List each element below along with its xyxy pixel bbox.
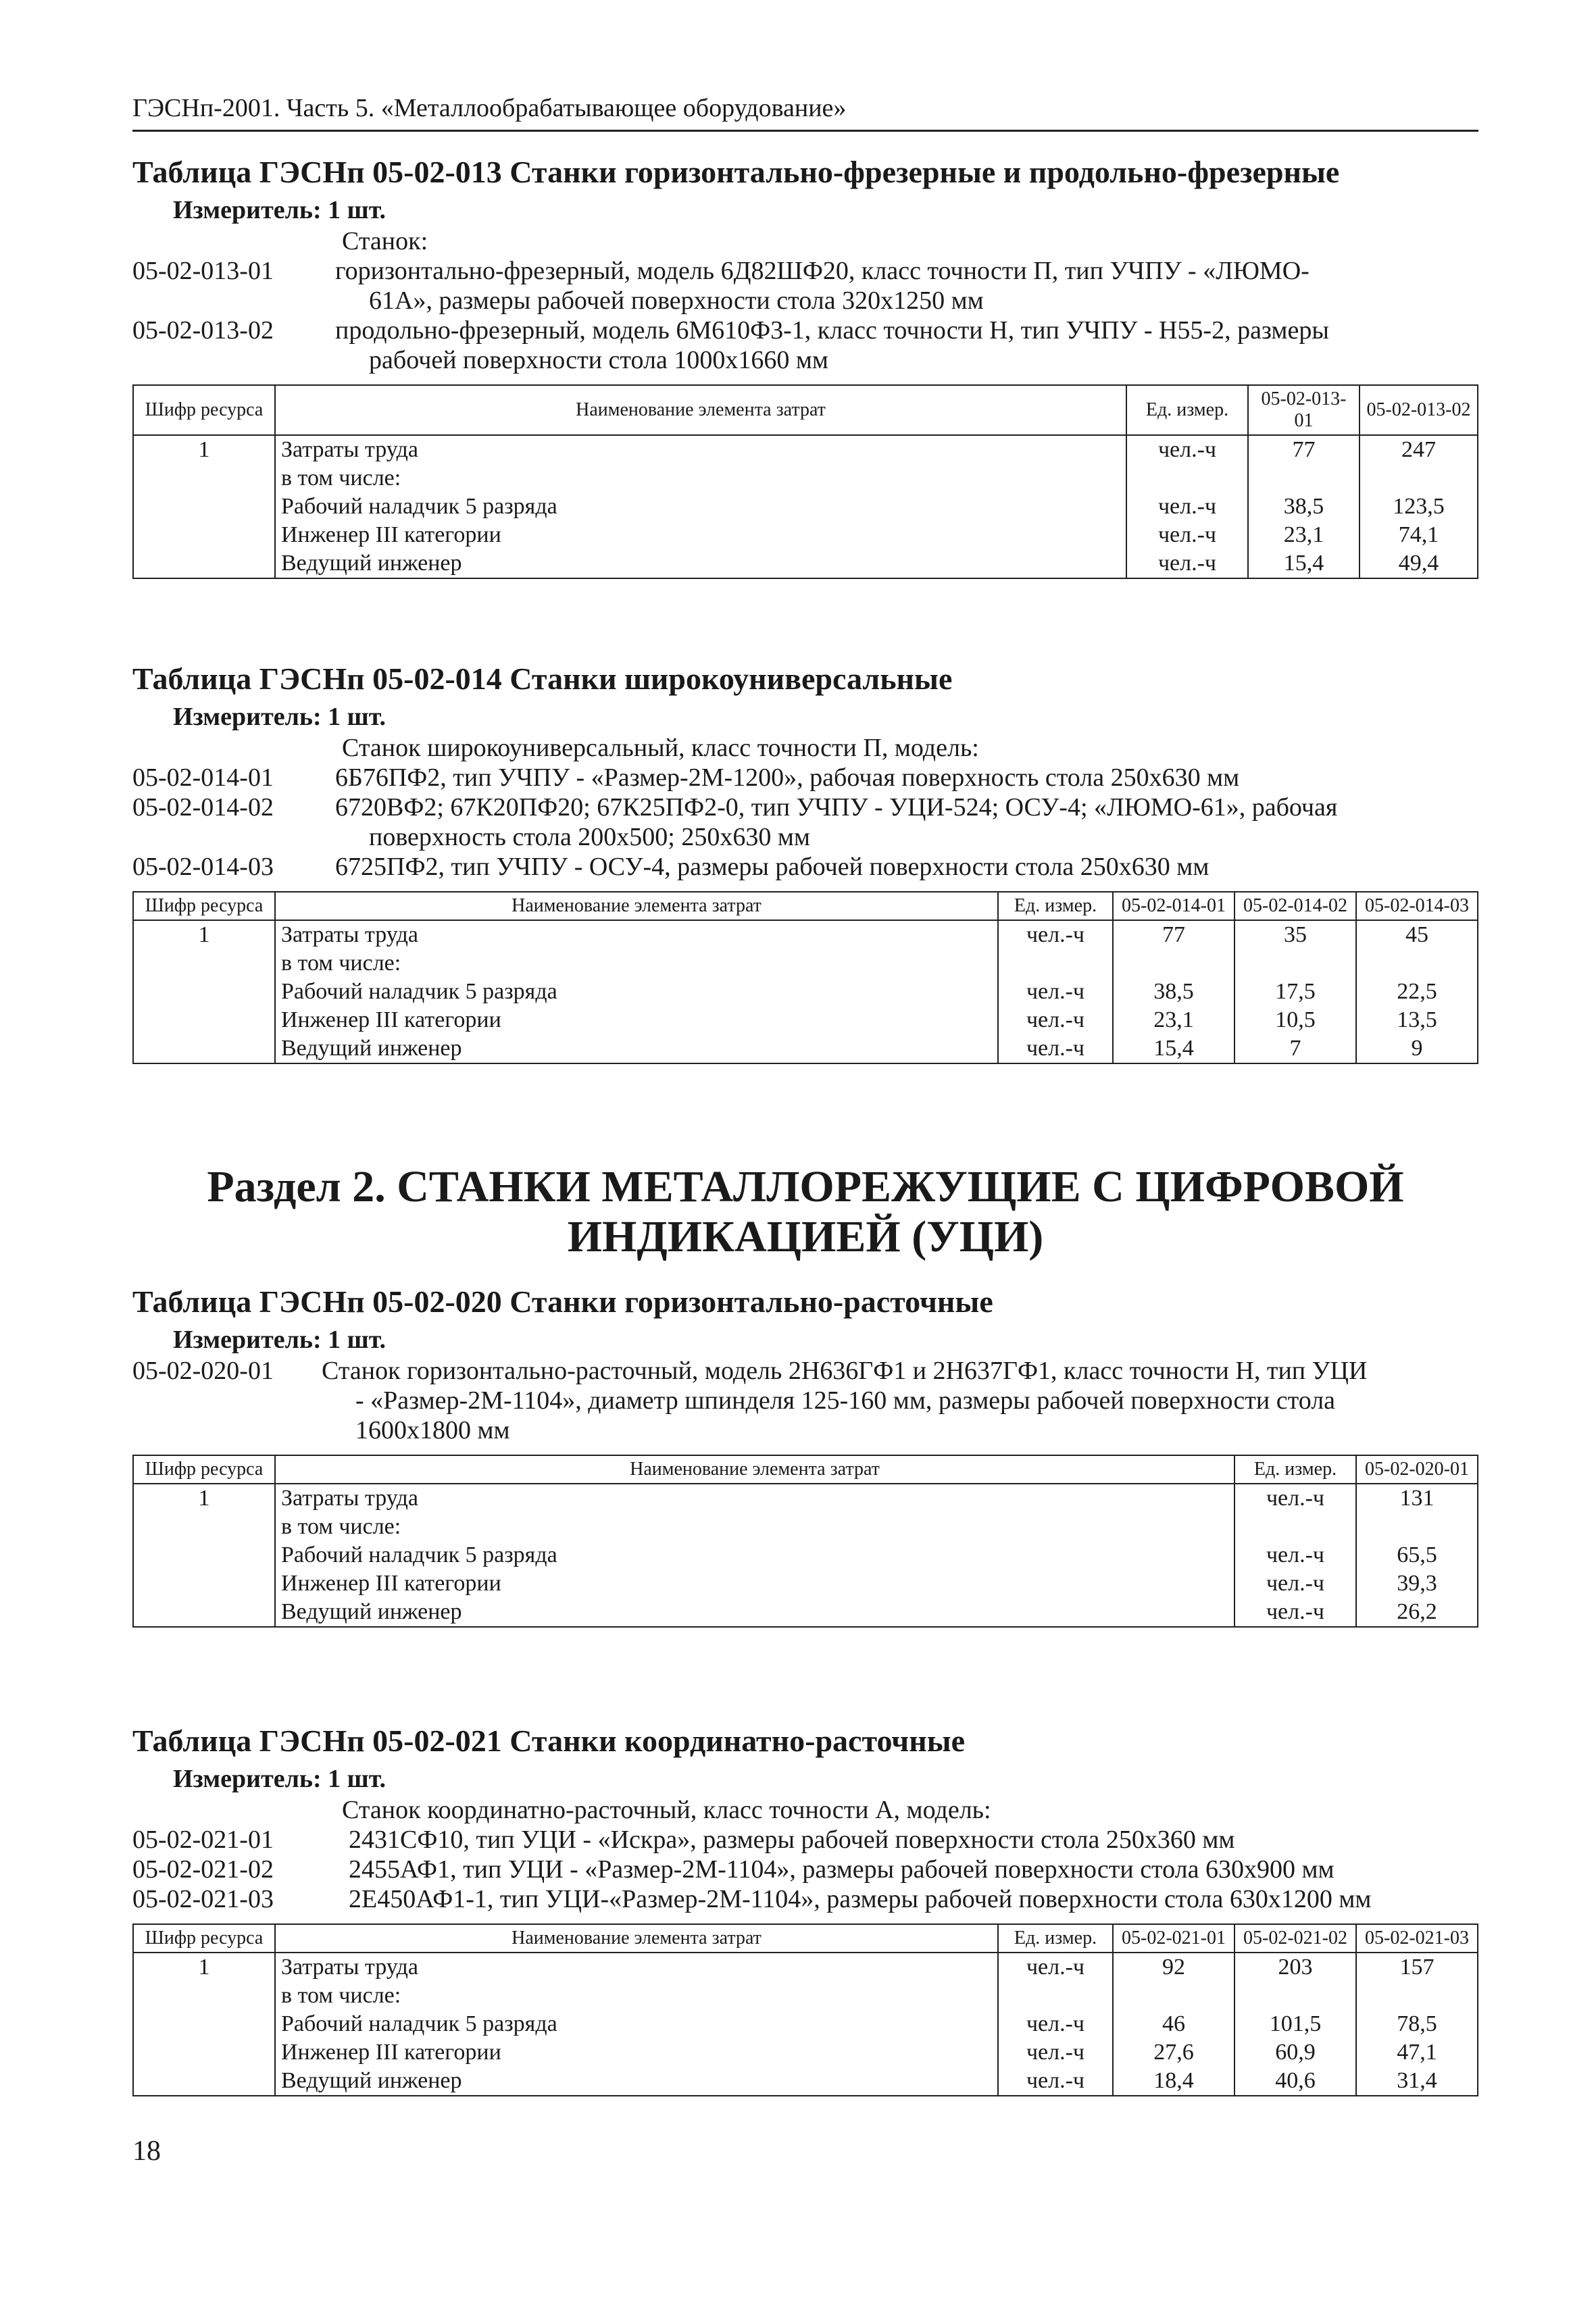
- cell-value: [1248, 464, 1360, 493]
- col-header-norm: 05-02-013-01: [1248, 385, 1360, 435]
- cell-code: [133, 521, 275, 549]
- table-title: Таблица ГЭСНп 05-02-014 Станки широкоуниверсальные: [132, 661, 953, 696]
- col-header-norm: 05-02-013-02: [1360, 385, 1478, 435]
- cell-value: 92: [1113, 1953, 1235, 1982]
- table-header-row: [133, 385, 1478, 435]
- table-title: Таблица ГЭСНп 05-02-013 Станки горизонтально-фрезерные и продольно-фрезерные: [132, 155, 1340, 189]
- col-header-unit: Ед. измер.: [1235, 1455, 1356, 1484]
- resource-table: [132, 891, 1478, 1064]
- table-row: [133, 493, 1478, 521]
- section-heading-line: Раздел 2. СТАНКИ МЕТАЛЛОРЕЖУЩИЕ С ЦИФРОВОЙ: [207, 1162, 1404, 1211]
- col-header-code: Шифр ресурса: [133, 1924, 275, 1953]
- cell-unit: [1126, 464, 1248, 493]
- cell-value: 46: [1113, 2010, 1235, 2038]
- table-row: [133, 920, 1478, 949]
- cell-name: Инженер III категории: [275, 2038, 998, 2067]
- item-line: 6Б76ПФ2, тип УЧПУ - «Размер-2М-1200», рабочая поверхность стола 250х630 мм: [335, 763, 1240, 792]
- cell-value: 27,6: [1113, 2038, 1235, 2067]
- item-line: 2431СФ10, тип УЦИ - «Искра», размеры рабочей поверхности стола 250х360 мм: [349, 1826, 1235, 1854]
- table-header-row: [133, 892, 1478, 920]
- cell-name: Рабочий наладчик 5 разряда: [275, 978, 998, 1006]
- item-code: 05-02-021-03: [132, 1885, 274, 1913]
- cell-code: 1: [133, 435, 275, 464]
- item-text: [335, 763, 1478, 793]
- item-line: продольно-фрезерный, модель 6М610Ф3-1, класс точности Н, тип УЧПУ - Н55-2, размеры: [335, 316, 1329, 345]
- cell-unit: чел.-ч: [998, 978, 1113, 1006]
- cell-value: 247: [1360, 435, 1478, 464]
- cell-value: 17,5: [1235, 978, 1356, 1006]
- cell-unit: чел.-ч: [998, 1953, 1113, 1982]
- cell-name: Ведущий инженер: [275, 1034, 998, 1063]
- item-text: [335, 256, 1478, 316]
- cell-name: Затраты труда: [275, 920, 998, 949]
- table-row: [133, 1598, 1478, 1627]
- col-header-norm: 05-02-021-02: [1235, 1924, 1356, 1953]
- description-item: [132, 316, 1478, 375]
- description-intro: Станок координатно-расточный, класс точности А, модель:: [342, 1796, 991, 1824]
- table-section-013: [132, 154, 1478, 579]
- table-row: [133, 1484, 1478, 1513]
- cell-value: [1235, 1982, 1356, 2010]
- item-code: 05-02-014-01: [132, 763, 274, 792]
- cell-name: в том числе:: [275, 949, 998, 978]
- cell-unit: [998, 1982, 1113, 2010]
- cell-value: 77: [1113, 920, 1235, 949]
- cell-code: [133, 1006, 275, 1034]
- cell-value: 49,4: [1360, 549, 1478, 578]
- cell-unit: [1235, 1513, 1356, 1541]
- col-header-unit: Ед. измер.: [998, 892, 1113, 920]
- cell-code: 1: [133, 1953, 275, 1982]
- col-header-name: Наименование элемента затрат: [275, 1924, 998, 1953]
- cell-value: 39,3: [1356, 1569, 1478, 1598]
- cell-value: 131: [1356, 1484, 1478, 1513]
- cell-code: [133, 464, 275, 493]
- cell-unit: чел.-ч: [998, 2038, 1113, 2067]
- cell-unit: чел.-ч: [1235, 1569, 1356, 1598]
- cell-code: [133, 978, 275, 1006]
- cell-code: [133, 1513, 275, 1541]
- table-row: [133, 1982, 1478, 2010]
- col-header-code: Шифр ресурса: [133, 892, 275, 920]
- description-intro: Станок:: [342, 227, 428, 255]
- table-section-020: [132, 1284, 1478, 1628]
- cell-name: Ведущий инженер: [275, 1598, 1235, 1627]
- col-header-norm: 05-02-021-01: [1113, 1924, 1235, 1953]
- item-line: поверхность стола 200х500; 250х630 мм: [369, 823, 810, 851]
- cell-unit: чел.-ч: [998, 2067, 1113, 2096]
- item-line: 1600х1800 мм: [355, 1416, 510, 1444]
- cell-name: Ведущий инженер: [275, 549, 1126, 578]
- cell-value: 18,4: [1113, 2067, 1235, 2096]
- cell-code: 1: [133, 1484, 275, 1513]
- table-row: [133, 1953, 1478, 1982]
- cell-value: [1235, 949, 1356, 978]
- cell-value: 77: [1248, 435, 1360, 464]
- cell-code: [133, 2010, 275, 2038]
- cell-code: [133, 949, 275, 978]
- table-header-row: [133, 1455, 1478, 1484]
- col-header-unit: Ед. измер.: [998, 1924, 1113, 1953]
- cell-unit: чел.-ч: [1235, 1484, 1356, 1513]
- running-header: ГЭСНп-2001. Часть 5. «Металлообрабатывающее оборудование»: [132, 93, 1478, 132]
- cell-value: [1113, 949, 1235, 978]
- cell-unit: чел.-ч: [998, 1006, 1113, 1034]
- item-code: 05-02-021-01: [132, 1826, 274, 1854]
- col-header-norm: 05-02-014-02: [1235, 892, 1356, 920]
- measure-label: Измеритель: 1 шт.: [173, 196, 386, 224]
- cell-name: в том числе:: [275, 1982, 998, 2010]
- cell-unit: чел.-ч: [1126, 521, 1248, 549]
- cell-name: Затраты труда: [275, 1953, 998, 1982]
- cell-code: [133, 2038, 275, 2067]
- table-row: [133, 1569, 1478, 1598]
- item-text: [322, 1356, 1478, 1445]
- cell-value: 45: [1356, 920, 1478, 949]
- table-row: [133, 521, 1478, 549]
- cell-value: 9: [1356, 1034, 1478, 1063]
- cell-name: Инженер III категории: [275, 1569, 1235, 1598]
- cell-value: 47,1: [1356, 2038, 1478, 2067]
- cell-name: в том числе:: [275, 1513, 1235, 1541]
- item-code: 05-02-013-02: [132, 316, 274, 345]
- cell-value: [1113, 1982, 1235, 2010]
- cell-value: 23,1: [1113, 1006, 1235, 1034]
- cell-value: 65,5: [1356, 1541, 1478, 1569]
- item-line: 6725ПФ2, тип УЧПУ - ОСУ-4, размеры рабочей поверхности стола 250х630 мм: [335, 853, 1210, 881]
- resource-table: [132, 384, 1478, 579]
- table-row: [133, 949, 1478, 978]
- cell-value: [1360, 464, 1478, 493]
- item-text: [335, 316, 1478, 375]
- cell-code: [133, 1569, 275, 1598]
- cell-unit: чел.-ч: [1235, 1598, 1356, 1627]
- cell-value: 38,5: [1248, 493, 1360, 521]
- table-title: Таблица ГЭСНп 05-02-021 Станки координатно-расточные: [132, 1724, 966, 1758]
- cell-code: 1: [133, 920, 275, 949]
- table-row: [133, 2067, 1478, 2096]
- col-header-name: Наименование элемента затрат: [275, 385, 1126, 435]
- description-item: [132, 1825, 1478, 1855]
- description-item: [132, 1356, 1478, 1445]
- resource-table: [132, 1923, 1478, 2096]
- cell-code: [133, 549, 275, 578]
- cell-unit: чел.-ч: [998, 2010, 1113, 2038]
- cell-value: 38,5: [1113, 978, 1235, 1006]
- cell-code: [133, 493, 275, 521]
- table-section-021: [132, 1723, 1478, 2096]
- cell-value: 31,4: [1356, 2067, 1478, 2096]
- cell-value: 7: [1235, 1034, 1356, 1063]
- cell-value: 15,4: [1113, 1034, 1235, 1063]
- item-code: 05-02-020-01: [132, 1357, 274, 1385]
- cell-value: [1356, 1513, 1478, 1541]
- table-row: [133, 464, 1478, 493]
- cell-value: 203: [1235, 1953, 1356, 1982]
- table-row: [133, 978, 1478, 1006]
- measure-label: Измеритель: 1 шт.: [173, 1326, 386, 1354]
- col-header-name: Наименование элемента затрат: [275, 1455, 1235, 1484]
- table-row: [133, 1513, 1478, 1541]
- table-header-row: [133, 1924, 1478, 1953]
- cell-name: Затраты труда: [275, 1484, 1235, 1513]
- cell-code: [133, 1034, 275, 1063]
- cell-unit: чел.-ч: [1235, 1541, 1356, 1569]
- col-header-norm: 05-02-020-01: [1356, 1455, 1478, 1484]
- cell-value: 40,6: [1235, 2067, 1356, 2096]
- col-header-norm: 05-02-021-03: [1356, 1924, 1478, 1953]
- cell-value: 60,9: [1235, 2038, 1356, 2067]
- item-text: [335, 793, 1478, 852]
- cell-name: Рабочий наладчик 5 разряда: [275, 2010, 998, 2038]
- table-section-014: [132, 661, 1478, 1064]
- cell-value: 123,5: [1360, 493, 1478, 521]
- cell-code: [133, 1541, 275, 1569]
- cell-code: [133, 1598, 275, 1627]
- cell-name: Инженер III категории: [275, 521, 1126, 549]
- cell-value: 22,5: [1356, 978, 1478, 1006]
- item-line: рабочей поверхности стола 1000х1660 мм: [369, 346, 828, 374]
- item-line: 2455АФ1, тип УЦИ - «Размер-2М-1104», размеры рабочей поверхности стола 630х900 мм: [349, 1855, 1335, 1884]
- item-line: горизонтально-фрезерный, модель 6Д82ШФ20, класс точности П, тип УЧПУ - «ЛЮМО-: [335, 257, 1310, 285]
- cell-code: [133, 1982, 275, 2010]
- table-row: [133, 1541, 1478, 1569]
- item-code: 05-02-013-01: [132, 257, 274, 285]
- item-line: 6720ВФ2; 67К20ПФ20; 67К25ПФ2-0, тип УЧПУ - УЦИ-524; ОСУ-4; «ЛЮМО-61», рабочая: [335, 793, 1338, 822]
- cell-value: 23,1: [1248, 521, 1360, 549]
- item-code: 05-02-014-03: [132, 853, 274, 881]
- table-row: [133, 1006, 1478, 1034]
- item-code: 05-02-021-02: [132, 1855, 274, 1884]
- description-item: [132, 1855, 1478, 1884]
- cell-value: 35: [1235, 920, 1356, 949]
- description-item: [132, 852, 1478, 882]
- item-code: 05-02-014-02: [132, 793, 274, 822]
- resource-table: [132, 1455, 1478, 1628]
- cell-name: Рабочий наладчик 5 разряда: [275, 493, 1126, 521]
- cell-value: [1356, 1982, 1478, 2010]
- item-line: Станок горизонтально-расточный, модель 2Н636ГФ1 и 2Н637ГФ1, класс точности Н, тип УЦИ: [322, 1357, 1368, 1385]
- description-intro: Станок широкоуниверсальный, класс точности П, модель:: [342, 734, 979, 762]
- item-line: 2Е450АФ1-1, тип УЦИ-«Размер-2М-1104», размеры рабочей поверхности стола 630х1200 мм: [349, 1885, 1372, 1913]
- cell-unit: чел.-ч: [1126, 549, 1248, 578]
- description-item: [132, 793, 1478, 852]
- cell-name: Ведущий инженер: [275, 2067, 998, 2096]
- cell-value: 13,5: [1356, 1006, 1478, 1034]
- description-item: [132, 763, 1478, 793]
- item-text: [335, 852, 1478, 882]
- cell-unit: чел.-ч: [1126, 493, 1248, 521]
- table-row: [133, 435, 1478, 464]
- measure-label: Измеритель: 1 шт.: [173, 1765, 386, 1793]
- page-number: 18: [132, 2136, 161, 2167]
- section-heading: [132, 1162, 1478, 1262]
- measure-label: Измеритель: 1 шт.: [173, 703, 386, 731]
- cell-value: 101,5: [1235, 2010, 1356, 2038]
- cell-unit: чел.-ч: [998, 1034, 1113, 1063]
- table-row: [133, 2010, 1478, 2038]
- cell-value: [1356, 949, 1478, 978]
- item-line: 61А», размеры рабочей поверхности стола 320х1250 мм: [369, 286, 984, 315]
- table-title: Таблица ГЭСНп 05-02-020 Станки горизонтально-расточные: [132, 1284, 993, 1319]
- table-row: [133, 1034, 1478, 1063]
- cell-value: 74,1: [1360, 521, 1478, 549]
- table-row: [133, 549, 1478, 578]
- cell-unit: чел.-ч: [1126, 435, 1248, 464]
- cell-value: 157: [1356, 1953, 1478, 1982]
- cell-value: 10,5: [1235, 1006, 1356, 1034]
- cell-value: 15,4: [1248, 549, 1360, 578]
- cell-unit: [998, 949, 1113, 978]
- cell-code: [133, 2067, 275, 2096]
- col-header-code: Шифр ресурса: [133, 385, 275, 435]
- cell-name: в том числе:: [275, 464, 1126, 493]
- description-item: [132, 256, 1478, 316]
- cell-unit: чел.-ч: [998, 920, 1113, 949]
- item-line: - «Размер-2М-1104», диаметр шпинделя 125-160 мм, размеры рабочей поверхности стола: [355, 1386, 1336, 1415]
- col-header-norm: 05-02-014-01: [1113, 892, 1235, 920]
- col-header-code: Шифр ресурса: [133, 1455, 275, 1484]
- description-item: [132, 1884, 1478, 1914]
- cell-value: 26,2: [1356, 1598, 1478, 1627]
- col-header-unit: Ед. измер.: [1126, 385, 1248, 435]
- table-row: [133, 2038, 1478, 2067]
- cell-value: 78,5: [1356, 2010, 1478, 2038]
- cell-name: Инженер III категории: [275, 1006, 998, 1034]
- section-heading-line: ИНДИКАЦИЕЙ (УЦИ): [567, 1212, 1044, 1261]
- cell-name: Затраты труда: [275, 435, 1126, 464]
- cell-name: Рабочий наладчик 5 разряда: [275, 1541, 1235, 1569]
- col-header-norm: 05-02-014-03: [1356, 892, 1478, 920]
- col-header-name: Наименование элемента затрат: [275, 892, 998, 920]
